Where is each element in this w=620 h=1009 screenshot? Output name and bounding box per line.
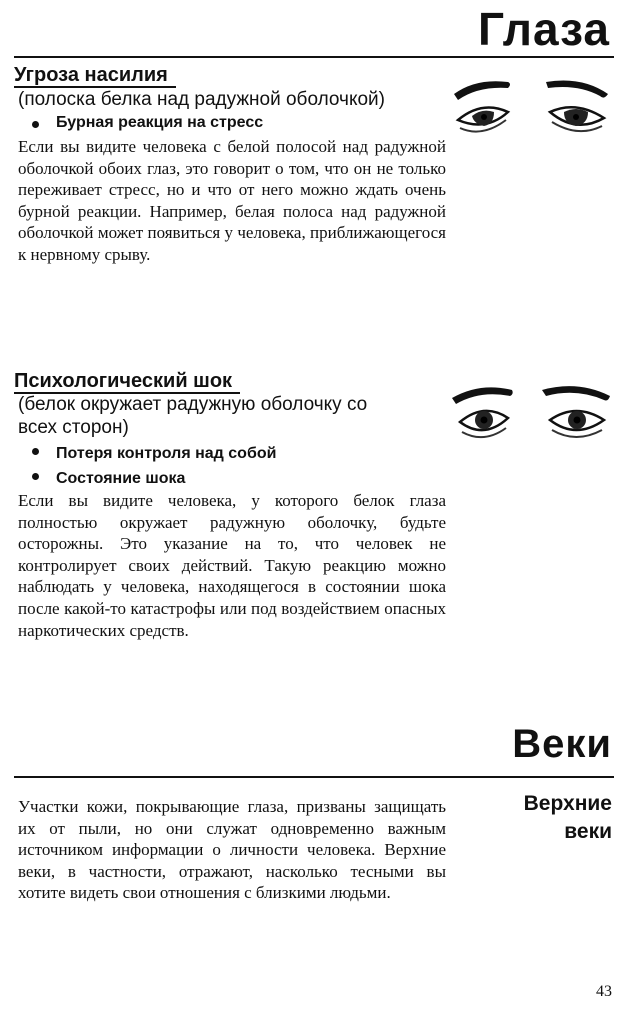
bullet-item: Бурная реакция на стресс: [32, 114, 263, 132]
bullet-list-violence-threat: [32, 114, 263, 132]
chapter-rule: [14, 56, 614, 58]
bullet-list-psychological-shock: [32, 441, 276, 491]
section-body-violence-threat: Если вы видите человека с белой полосой над радужной оболочкой обоих глаз, это говорит о том, что он не только переживает стресс, но и что от него можно ждать очень бурной реакции. Например, белая полоса над радужной оболочкой может появиться у человека, приближающегося к нервному срыву.: [18, 137, 446, 264]
subsection-title-upper-eyelids: Верхние веки: [523, 792, 612, 843]
page-number: 43: [596, 983, 612, 1000]
left-eye: [452, 387, 513, 437]
section-title-eyelids: Веки: [512, 722, 612, 766]
section-heading-psychological-shock: Психологический шок: [14, 370, 240, 394]
eyes-white-surrounds-iris-illustration: [446, 378, 616, 458]
right-eye: [542, 386, 610, 437]
eyes-white-above-iris-illustration: [446, 72, 616, 152]
section-subheading-psychological-shock: (белок окружает радужную оболочку со всех сторон): [18, 394, 368, 438]
section-heading-violence-threat: Угроза насилия: [14, 64, 176, 88]
eyelids-rule: [14, 776, 614, 778]
section-subheading-violence-threat: (полоска белка над радужной оболочкой): [18, 89, 385, 110]
bullet-item: Состояние шока: [32, 466, 276, 491]
right-eye: [546, 81, 608, 132]
eyelids-body: Участки кожи, покрывающие глаза, призваны защищать их от пыли, но они служат одновременно важным источником информации о личности человека. Верхние веки, в частности, отражают, насколько тесными вы хотите видеть свои отношения с близкими людьми.: [18, 797, 446, 903]
bullet-item: Потеря контроля над собой: [32, 441, 276, 466]
left-eye: [454, 81, 510, 131]
section-body-psychological-shock: Если вы видите человека, у которого белок глаза полностью окружает радужную оболочку, будьте осторожны. Это указание на то, что человек не контролирует своих действий. Такую реакцию можно наблюдать у человека, находящегося в состоянии шока после какой-то катастрофы или под воздействием опасных наркотических средств.: [18, 491, 446, 640]
chapter-title: Глаза: [478, 3, 610, 55]
